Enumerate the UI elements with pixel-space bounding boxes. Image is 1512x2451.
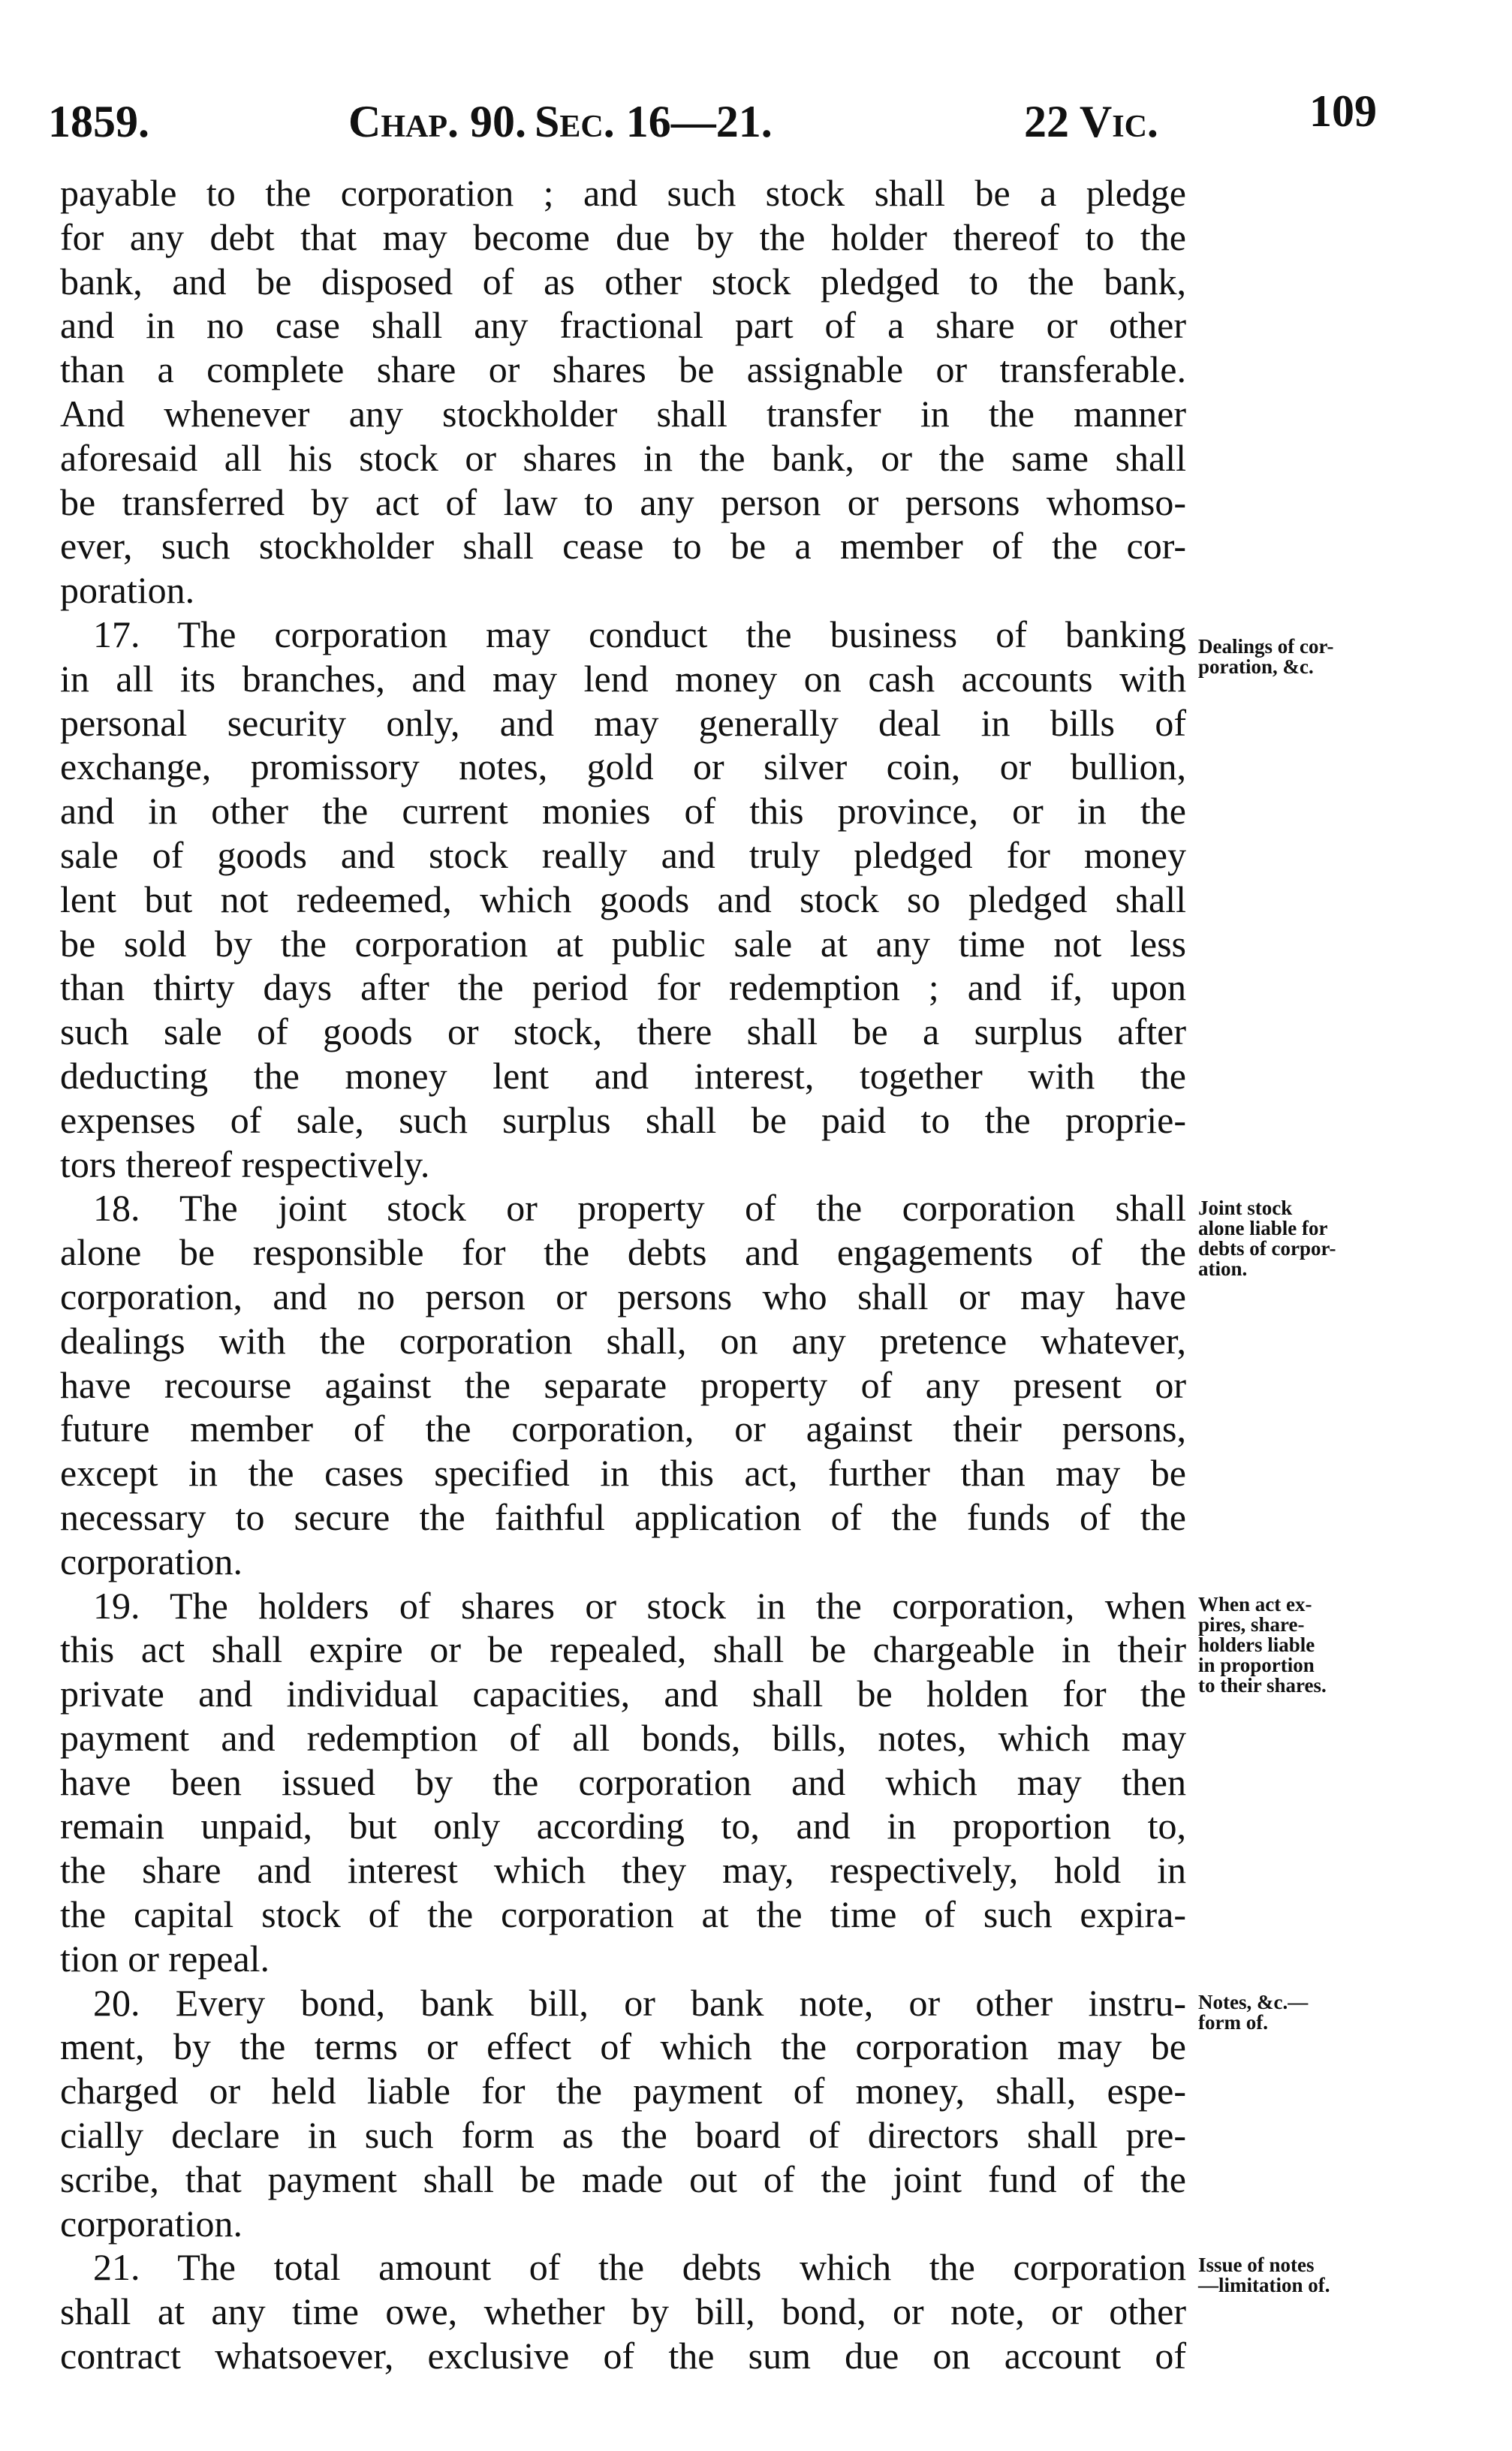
text-line: ever, such stockholder shall cease to be a member of the cor- <box>60 525 1186 568</box>
text-line: future member of the corporation, or against their persons, <box>60 1408 1186 1450</box>
margin-note-line: ation. <box>1198 1257 1248 1280</box>
text-line: corporation. <box>60 1540 242 1582</box>
text-line: expenses of sale, such surplus shall be paid to the proprie- <box>60 1098 1186 1141</box>
text-line: except in the cases specified in this act, further than may be <box>60 1452 1186 1495</box>
text-line: ment, by the terms or effect of which the corporation may be <box>60 2025 1186 2068</box>
margin-note-line: When act ex- <box>1198 1593 1312 1615</box>
text-line: have been issued by the corporation and which may then <box>60 1760 1186 1803</box>
margin-note-expiry <box>1198 1594 1468 1696</box>
text-line: lent but not redeemed, which goods and stock so pledged shall <box>60 878 1186 920</box>
text-line: cially declare in such form as the board of directors shall pre- <box>60 2114 1186 2157</box>
text-line: sale of goods and stock really and truly pledged for money <box>60 833 1186 876</box>
margin-note-issue-limitation <box>1198 2255 1468 2296</box>
margin-note-line: poration, &c. <box>1198 655 1314 678</box>
text-line: And whenever any stockholder shall transfer in the manner <box>60 392 1186 435</box>
margin-note-line: holders liable <box>1198 1633 1315 1656</box>
margin-note-line: —limitation of. <box>1198 2274 1330 2296</box>
margin-note-line: pires, share- <box>1198 1613 1305 1636</box>
margin-note-line: form of. <box>1198 2011 1268 2034</box>
text-line: personal security only, and may generally deal in bills of <box>60 701 1186 744</box>
text-line: in all its branches, and may lend money on cash accounts with <box>60 657 1186 700</box>
text-line: this act shall expire or be repealed, shall be chargeable in their <box>60 1628 1186 1671</box>
text-line: be sold by the corporation at public sale at any time not less <box>60 922 1186 965</box>
margin-note-line: to their shares. <box>1198 1674 1327 1697</box>
section-20-start: 20. Every bond, bank bill, or bank note, or other instru- <box>93 1981 1186 2024</box>
margin-note-line: Joint stock <box>1198 1197 1293 1219</box>
text-line: deducting the money lent and interest, together with the <box>60 1054 1186 1097</box>
text-line: bank, and be disposed of as other stock pledged to the bank, <box>60 260 1186 303</box>
text-line: tors thereof respectively. <box>60 1143 430 1185</box>
section-17-start: 17. The corporation may conduct the business of banking <box>93 613 1186 655</box>
text-line: exchange, promissory notes, gold or silver coin, or bullion, <box>60 745 1186 788</box>
statute-text <box>60 171 1186 2378</box>
text-line: corporation, and no person or persons who shall or may have <box>60 1275 1186 1317</box>
text-line: than a complete share or shares be assignable or transferable. <box>60 348 1186 391</box>
margin-note-line: Issue of notes <box>1198 2254 1315 2276</box>
margin-note-line: debts of corpor- <box>1198 1237 1336 1260</box>
text-line: poration. <box>60 569 195 612</box>
text-line: such sale of goods or stock, there shall be a surplus after <box>60 1010 1186 1053</box>
text-line: and in other the current monies of this province, or in the <box>60 790 1186 833</box>
margin-note-joint-stock <box>1198 1198 1468 1279</box>
text-line: than thirty days after the period for redemption ; and if, upon <box>60 966 1186 1009</box>
text-line: scribe, that payment shall be made out of the joint fund of the <box>60 2157 1186 2200</box>
page-number: 109 <box>1309 86 1377 136</box>
text-line: and in no case shall any fractional part of a share or other <box>60 304 1186 347</box>
text-line: shall at any time owe, whether by bill, bond, or note, or other <box>60 2290 1186 2333</box>
text-line: corporation. <box>60 2202 242 2245</box>
section-18-start: 18. The joint stock or property of the corporation shall <box>93 1187 1186 1230</box>
text-line: tion or repeal. <box>60 1937 270 1980</box>
text-line: the share and interest which they may, respectively, hold in <box>60 1849 1186 1892</box>
running-header <box>48 86 1399 156</box>
margin-note-line: in proportion <box>1198 1654 1315 1676</box>
text-line: contract whatsoever, exclusive of the sum due on account of <box>60 2335 1186 2377</box>
text-line: have recourse against the separate property of any present or <box>60 1363 1186 1406</box>
text-line: aforesaid all his stock or shares in the bank, or the same shall <box>60 436 1186 479</box>
margin-note-notes-form <box>1198 1992 1468 2033</box>
margin-note-line: Notes, &c.— <box>1198 1991 1309 2013</box>
text-line: charged or held liable for the payment of money, shall, espe- <box>60 2070 1186 2112</box>
text-line: payment and redemption of all bonds, bills, notes, which may <box>60 1716 1186 1759</box>
text-line: for any debt that may become due by the holder thereof to the <box>60 215 1186 258</box>
text-line: remain unpaid, but only according to, and in proportion to, <box>60 1805 1186 1847</box>
header-year: 1859. <box>48 97 149 146</box>
header-section: Sec. 16—21. <box>535 97 773 146</box>
margin-note-line: Dealings of cor- <box>1198 635 1334 658</box>
section-21-start: 21. The total amount of the debts which the corporation <box>93 2246 1186 2289</box>
text-line: necessary to secure the faithful application of the funds of the <box>60 1495 1186 1538</box>
text-line: dealings with the corporation shall, on any pretence whatever, <box>60 1319 1186 1362</box>
header-chapter: Chap. 90. <box>348 97 526 146</box>
header-regnal-year: 22 Vic. <box>1024 97 1158 146</box>
text-line: payable to the corporation ; and such stock shall be a pledge <box>60 172 1186 214</box>
text-line: private and individual capacities, and shall be holden for the <box>60 1673 1186 1715</box>
text-line: alone be responsible for the debts and engagements of the <box>60 1231 1186 1274</box>
text-line: be transferred by act of law to any person or persons whomso- <box>60 480 1186 523</box>
margin-note-dealings <box>1198 637 1468 677</box>
section-19-start: 19. The holders of shares or stock in the corporation, when <box>93 1584 1186 1627</box>
margin-note-line: alone liable for <box>1198 1217 1328 1239</box>
text-line: the capital stock of the corporation at the time of such expira- <box>60 1893 1186 1936</box>
